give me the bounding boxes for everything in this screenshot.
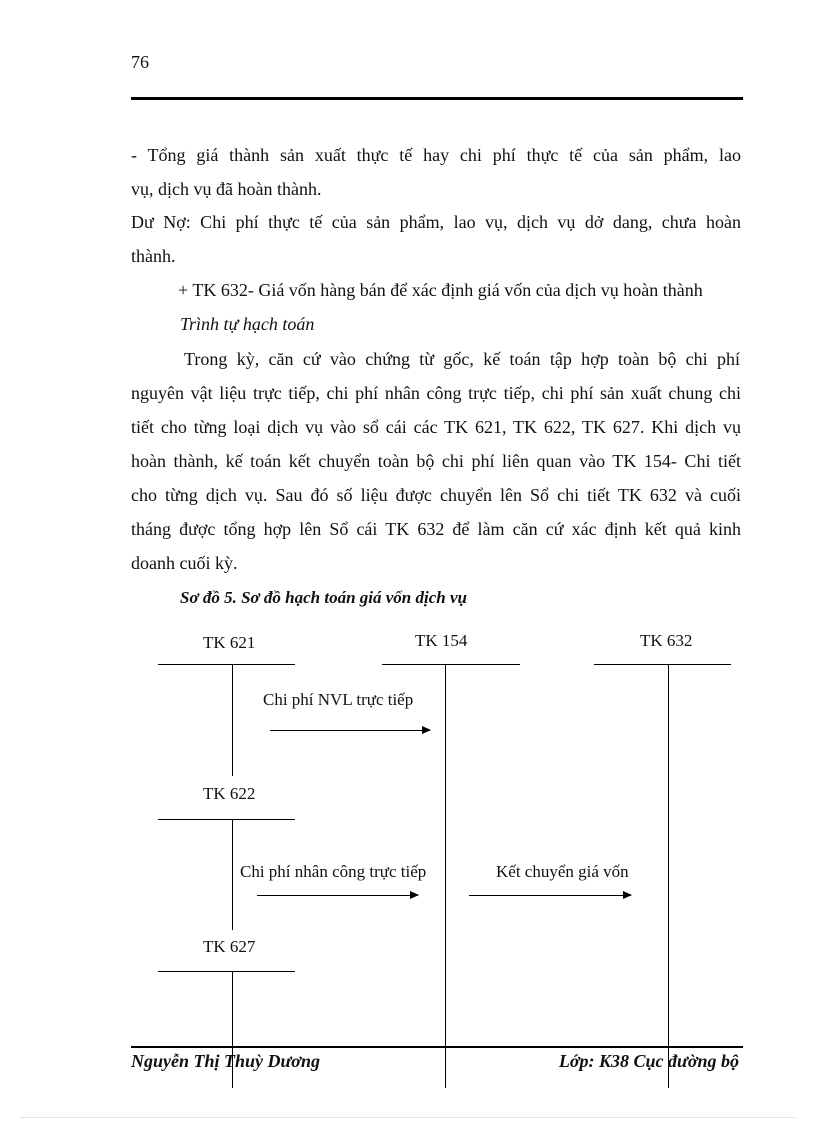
paragraph-line: vụ, dịch vụ đã hoàn thành. [131,179,322,199]
t-account-stem-tk632 [668,664,669,1088]
section-heading: Trình tự hạch toán [180,314,315,334]
paragraph-line: thành. [131,246,176,266]
paragraph-line: tiết cho từng loại dịch vụ vào sổ cái các TK 621, TK 622, TK 627. Khi dịch vụ [131,417,741,437]
t-account-top-tk622 [158,819,295,820]
flow-label-nhan-cong: Chi phí nhân công trực tiếp [240,862,427,881]
account-label-tk621: TK 621 [203,633,256,652]
paragraph-line: + TK 632- Giá vốn hàng bán để xác định giá vốn của dịch vụ hoàn thành [178,280,703,300]
flow-label-ket-chuyen: Kết chuyển giá vốn [496,862,629,881]
footer-author: Nguyễn Thị Thuỳ Dương [131,1051,320,1071]
paragraph-line: hoàn thành, kế toán kết chuyển toàn bộ chi phí liên quan vào TK 154- Chi tiết [131,451,741,471]
paragraph-line: cho từng dịch vụ. Sau đó số liệu được chuyển lên Sổ chi tiết TK 632 và cuối [131,485,741,505]
paragraph-line: Trong kỳ, căn cứ vào chứng từ gốc, kế toán tập hợp toàn bộ chi phí [184,349,740,369]
t-account-top-tk621 [158,664,295,665]
paragraph-line: - Tổng giá thành sản xuất thực tế hay chi phí thực tế của sản phẩm, lao [131,145,741,165]
footer-rule [131,1046,743,1048]
t-account-top-tk632 [594,664,731,665]
account-label-tk154: TK 154 [415,631,468,650]
flow-arrow-nvl [270,730,430,731]
paragraph-line: doanh cuối kỳ. [131,553,238,573]
paragraph-line: Dư Nợ: Chi phí thực tế của sản phẩm, lao vụ, dịch vụ dở dang, chưa hoàn [131,212,741,232]
page-number: 76 [131,52,149,72]
t-account-stem-tk154 [445,664,446,1088]
t-account-stem-tk621 [232,664,233,776]
flow-arrow-nhan-cong [257,895,418,896]
t-account-top-tk627 [158,971,295,972]
paragraph-line: nguyên vật liệu trực tiếp, chi phí nhân công trực tiếp, chi phí sản xuất chung chi [131,383,741,403]
t-account-stem-tk622 [232,819,233,930]
footer-class: Lớp: K38 Cục đường bộ [558,1051,739,1071]
diagram-title: Sơ đồ 5. Sơ đồ hạch toán giá vốn dịch vụ [180,588,467,607]
flow-label-nvl: Chi phí NVL trực tiếp [263,690,414,709]
header-rule [131,97,743,100]
account-label-tk632: TK 632 [640,631,693,650]
account-label-tk622: TK 622 [203,784,256,803]
flow-arrow-ket-chuyen [469,895,631,896]
t-account-top-tk154 [382,664,520,665]
page-bottom-border [20,1117,796,1118]
account-label-tk627: TK 627 [203,937,256,956]
paragraph-line: tháng được tổng hợp lên Sổ cái TK 632 để làm căn cứ xác định kết quả kinh [131,519,741,539]
